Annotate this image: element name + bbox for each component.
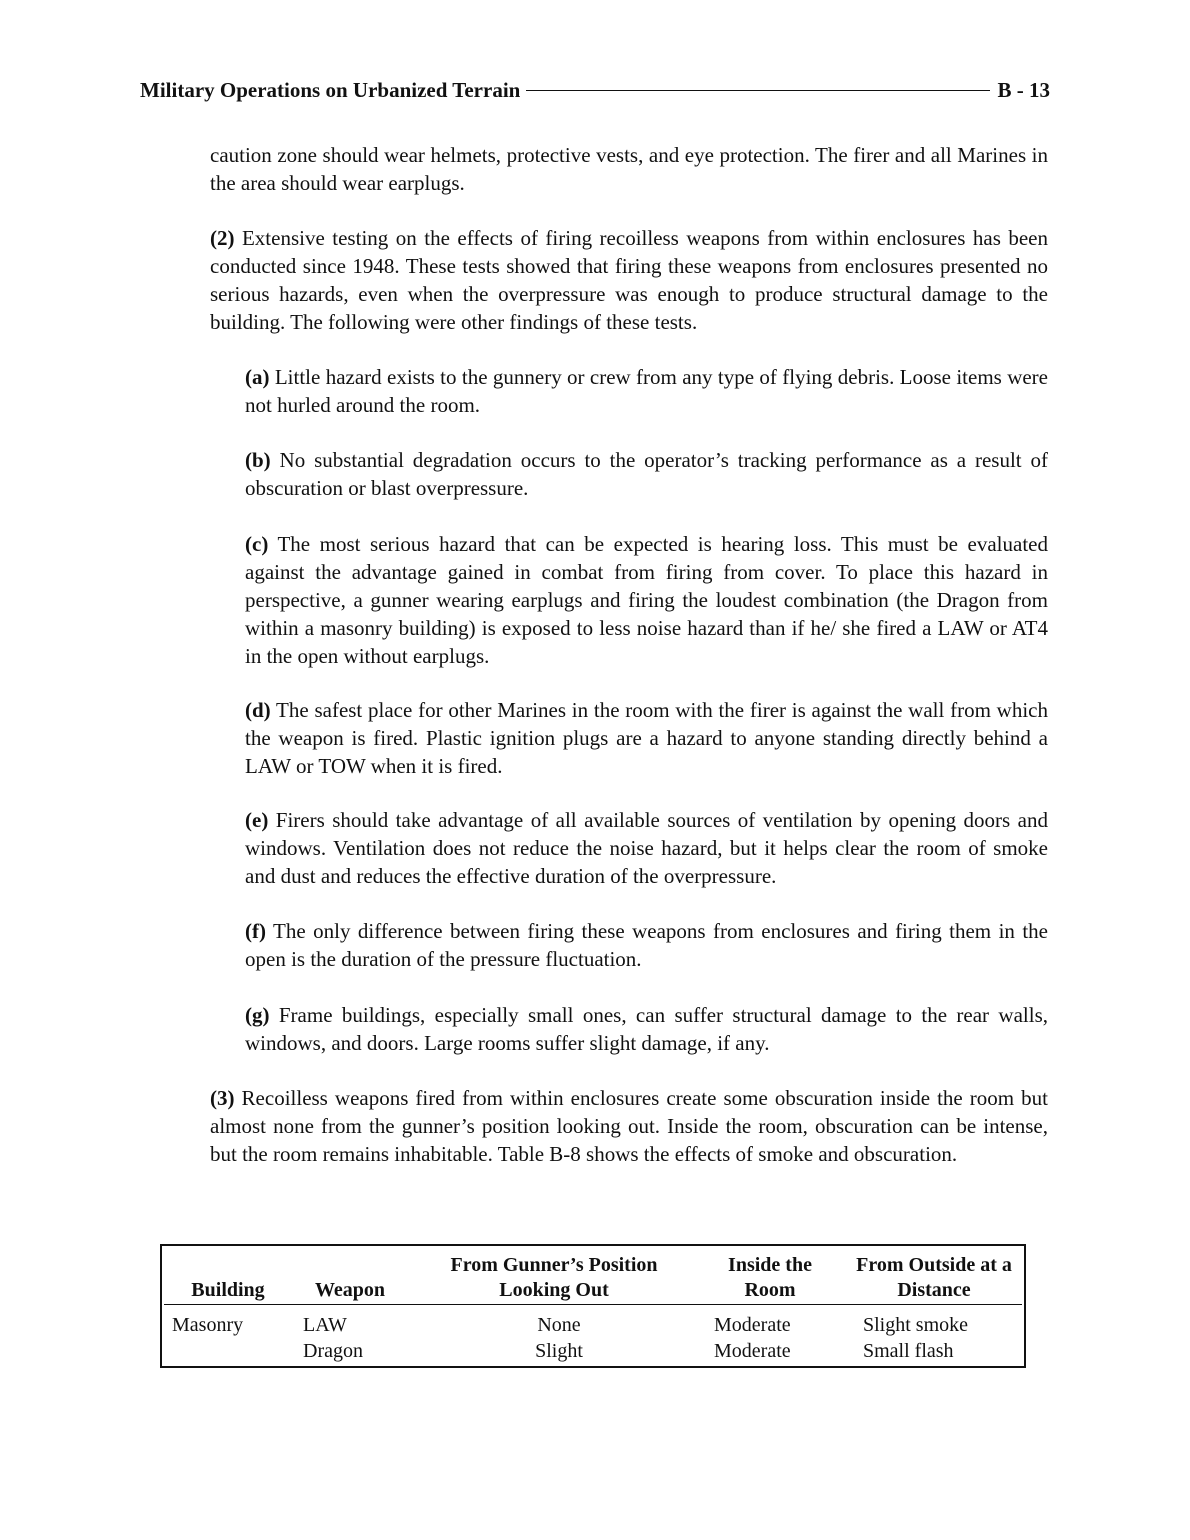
paragraph-d — [245, 696, 1048, 780]
table-cell-gunner: Slight — [535, 1340, 583, 1362]
header-rule — [526, 90, 989, 91]
header-outside-line2: Distance — [897, 1279, 971, 1301]
paragraph-c — [245, 530, 1048, 670]
obscuration-table — [160, 1244, 1026, 1368]
header-inside-room — [710, 1253, 830, 1303]
paragraph-a — [245, 363, 1048, 419]
paragraph-e — [245, 806, 1048, 890]
paragraph-text: Extensive testing on the effects of firing recoilless weapons from within enclosures has been conducted since 1948. These tests showed that firing these weapons from enclosures presented no serious hazards, even when the overpressure was enough to produce structural damage to the building. The following were other findings of these tests. — [210, 226, 1048, 334]
paragraph-b — [245, 446, 1048, 502]
paragraph-text: Frame buildings, especially small ones, can suffer structural damage to the rear walls, windows, and doors. Large rooms suffer slight damage, if any. — [245, 1003, 1048, 1055]
header-rule — [164, 1304, 1022, 1305]
paragraph-continued: caution zone should wear helmets, protective vests, and eye protection. The firer and all Marines in the area should wear earplugs. — [210, 143, 1048, 195]
header-building: Building — [191, 1279, 265, 1301]
header-gunner-line2: Looking Out — [499, 1279, 609, 1301]
table-cell-inside: Moderate — [714, 1340, 791, 1362]
table-cell-outside: Small flash — [863, 1340, 954, 1362]
paragraph-text: The safest place for other Marines in the room with the firer is against the wall from which the weapon is fired. Plastic ignition plugs are a hazard to anyone standing directly behind a LAW or TOW when it is fired. — [245, 698, 1048, 778]
paragraph-number: (g) — [245, 1003, 270, 1027]
header-gunner-position — [424, 1253, 684, 1303]
paragraph-g — [245, 1001, 1048, 1057]
paragraph-3 — [210, 1084, 1048, 1168]
running-header — [140, 78, 1050, 103]
header-inside-line1: Inside the — [728, 1254, 812, 1276]
paragraph-number: (2) — [210, 226, 235, 250]
table-cell-gunner: None — [537, 1314, 581, 1336]
header-inside-line2: Room — [744, 1279, 796, 1301]
paragraph-number: (c) — [245, 532, 269, 556]
paragraph-number: (b) — [245, 448, 271, 472]
paragraph-number: (d) — [245, 698, 271, 722]
paragraph-number: (e) — [245, 808, 269, 832]
table-cell-building: Masonry — [172, 1314, 244, 1336]
page-number: B - 13 — [997, 78, 1050, 102]
paragraph-number: (f) — [245, 919, 266, 943]
table-cell-outside: Slight smoke — [863, 1314, 969, 1336]
header-weapon: Weapon — [314, 1279, 386, 1301]
paragraph-text: Firers should take advantage of all available sources of ventilation by opening doors and windows. Ventilation does not reduce the noise hazard, but it helps clear the room of smoke and dust and reduces the effective duration of the overpressure. — [245, 808, 1048, 888]
paragraph-text: Recoilless weapons fired from within enclosures create some obscuration inside the room but almost none from the gunner’s position looking out. Inside the room, obscuration can be intense, but the room remains inhabitable. Table B-8 shows the effects of smoke and obscuration. — [210, 1086, 1048, 1166]
paragraph-f — [245, 917, 1048, 973]
table-cell-weapon: LAW — [303, 1314, 347, 1336]
paragraph-2 — [210, 224, 1048, 336]
paragraph-number: (a) — [245, 365, 270, 389]
header-outside-line1: From Outside at a — [856, 1254, 1012, 1276]
document-title: Military Operations on Urbanized Terrain — [140, 78, 521, 102]
table-cell-weapon: Dragon — [303, 1340, 363, 1362]
paragraph-number: (3) — [210, 1086, 235, 1110]
paragraph-text: The only difference between firing these weapons from enclosures and firing them in the open is the duration of the pressure fluctuation. — [245, 919, 1048, 971]
header-gunner-line1: From Gunner’s Position — [450, 1254, 658, 1276]
header-outside-distance — [842, 1253, 1026, 1303]
paragraph-text: No substantial degradation occurs to the operator’s tracking performance as a result of obscuration or blast overpressure. — [245, 448, 1048, 500]
paragraph-text: Little hazard exists to the gunnery or crew from any type of flying debris. Loose items were not hurled around the room. — [245, 365, 1048, 417]
table-cell-inside: Moderate — [714, 1314, 791, 1336]
paragraph-text: The most serious hazard that can be expected is hearing loss. This must be evaluated against the advantage gained in combat from firing from cover. To place this hazard in perspective, a gunner wearing earplugs and firing the loudest combination (the Dragon from within a masonry building) is exposed to less noise hazard than if he/ she fired a LAW or AT4 in the open without earplugs. — [245, 532, 1048, 668]
